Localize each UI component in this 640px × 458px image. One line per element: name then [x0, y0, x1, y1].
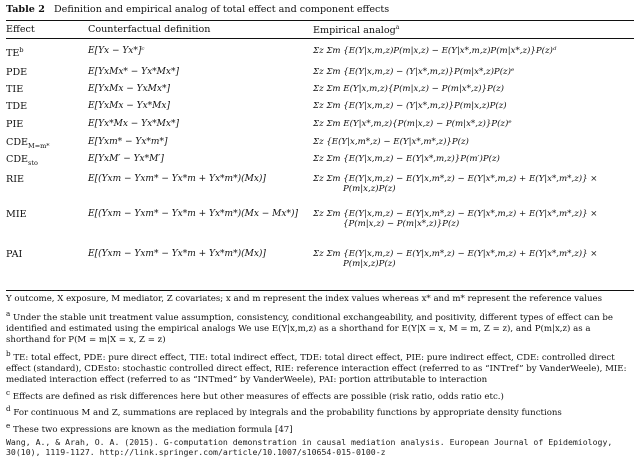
table-row-definition: E[YxMx* − Yx*Mx*]	[88, 67, 179, 77]
effect-label: RIE	[6, 174, 25, 185]
footnote-b-text: TE: total effect, PDE: pure direct effect, TIE: total indirect effect, TDE: total direct effect, PIE: pure indirect effect, CDE: controlled direct effect (standard), CDEsto: stochastic controlled direct effect, RIE: reference interaction effect (referred to as “INTref” by VanderWeele), MIE: mediated interaction effect (referred to as “INTmed” by VanderWeele), PAI: portion attributable to interaction	[6, 352, 627, 385]
analog-line: Σz Σm {E(Y|x,m,z) − (Y|x*,m,z)}P(m|x*,z)P(z)ᵉ	[313, 67, 515, 77]
header-effect: Effect	[6, 24, 35, 35]
table-row-definition: E[(Yxm − Yxm* − Yx*m + Yx*m*)(Mx)]	[88, 249, 266, 259]
table-row-definition: E[Yx*Mx − Yx*Mx*]	[88, 119, 179, 129]
analog-line-2: {P(m|x,z) − P(m|x*,z)}P(z)	[343, 219, 460, 229]
effect-label: PIE	[6, 119, 24, 130]
footnote-e-text: These two expressions are known as the mediation formula [47]	[12, 424, 293, 435]
table-row-analog	[313, 137, 469, 147]
table-row-analog	[313, 119, 512, 129]
effect-label: TIE	[6, 84, 24, 95]
table-number: Table 2	[6, 4, 45, 15]
table-row-effect	[6, 67, 27, 80]
analog-line: Σz Σm {E(Y|x,m,z) − E(Y|x,m*,z) − E(Y|x*,m,z) + E(Y|x*,m*,z)} ×	[313, 249, 598, 259]
table-row-effect	[6, 84, 23, 97]
table-row-effect	[6, 249, 22, 262]
effect-label: PDE	[6, 67, 28, 78]
table-caption	[6, 4, 389, 15]
table-row-definition: E[YxMx − Yx*Mx]	[88, 101, 170, 111]
analog-line: Σz Σm E(Y|x*,m,z){P(m|x,z) − P(m|x*,z)}P(z)ᵉ	[313, 119, 512, 129]
table-row-effect	[6, 101, 27, 114]
citation: Wang, A., & Arah, O. A. (2015). G-computation demonstration in causal mediation analysis. European Journal of Epidemiology, 30(10), 1119-1127. http://link.springer.com/article/10.1007/s10654-015-0100-z	[6, 437, 613, 457]
footnote-a-text: Under the stable unit treatment value assumption, consistency, conditional exchangeability, and positivity, different types of effect can be identified and estimated using the empirical analogs We use E(Y|x,m,z) as a shorthand for E(Y|X = x, M = m, Z = z), and P(m|x,z) as a shorthand for P(M = m|X = x, Z = z)	[6, 312, 614, 345]
table-row-definition: E[Yxm* − Yx*m*]	[88, 137, 168, 147]
table-row-definition: E[(Yxm − Yxm* − Yx*m + Yx*m*)(Mx)]	[88, 174, 266, 184]
table-row-analog	[313, 209, 597, 229]
table-row-analog	[313, 101, 507, 111]
table-row-analog	[313, 67, 514, 77]
table-row-definition: E[(Yxm − Yxm* − Yx*m + Yx*m*)(Mx − Mx*)]	[88, 209, 298, 219]
table-row-analog	[313, 174, 597, 194]
effect-label: MIE	[6, 209, 27, 220]
footnote-e: $^e$ These two expressions are known as the mediation formula [47]	[6, 421, 293, 435]
footnote-a: $^a$ Under the stable unit treatment value assumption, consistency, conditional exchangeability, and positivity, different types of effect can be identified and estimated using the empirical analogs We use E(Y|x,m,z) as a shorthand for E(Y|X = x, M = m, Z = z), and P(m|x,z) as a shorthand for P(M = m|X = x, Z = z)	[6, 309, 614, 345]
top-rule	[6, 20, 634, 21]
table-row-effect	[6, 209, 27, 222]
analog-line: Σz Σm {E(Y|x,m,z) − E(Y|x,m*,z) − E(Y|x*,m,z) + E(Y|x*,m*,z)} ×	[313, 174, 598, 184]
footnote-d: $^d$ For continuous M and Z, summations are replaced by integrals and the probability functions by appropriate density functions	[6, 404, 562, 418]
analog-line-2: P(m|x,z)P(z)	[343, 184, 396, 194]
footnote-intro: Y outcome, X exposure, M mediator, Z covariates; x and m represent the index values whereas x* and m* represent the reference values	[6, 294, 602, 304]
footnote-d-text: For continuous M and Z, summations are replaced by integrals and the probability functions by appropriate density functions	[13, 407, 562, 418]
analog-line: Σz Σm E(Y|x,m,z){P(m|x,z) − P(m|x*,z)}P(z)	[313, 84, 505, 94]
header-counterfactual: Counterfactual definition	[88, 24, 211, 35]
analog-line: Σz Σm {E(Y|x,m,z)P(m|x,z) − E(Y|x*,m,z)P(m|x*,z)}P(z)ᵈ	[313, 46, 557, 56]
effect-label: TDE	[6, 101, 28, 112]
table-row-effect	[6, 46, 24, 59]
table-row-analog	[313, 154, 500, 164]
effect-mark: M=m*	[28, 141, 50, 150]
effect-label: TE	[6, 48, 20, 60]
analog-line: Σz Σm {E(Y|x,m,z) − E(Y|x*,m,z)}P(m′)P(z)	[313, 154, 500, 164]
table-row-effect	[6, 154, 38, 167]
header-empirical-mark: a	[395, 24, 400, 31]
analog-line: Σz Σm {E(Y|x,m,z) − (Y|x*,m,z)}P(m|x,z)P(z)	[313, 101, 507, 111]
table-row-analog	[313, 46, 556, 56]
effect-mark: sto	[28, 158, 38, 167]
footnote-c-text: Effects are defined as risk differences here but other measures of effects are possible (risk ratio, odds ratio etc.)	[12, 391, 504, 402]
header-empirical	[313, 24, 399, 36]
header-empirical-label: Empirical analog	[313, 25, 396, 37]
analog-line: Σz {E(Y|x,m*,z) − E(Y|x*,m*,z)}P(z)	[313, 137, 469, 147]
table-title: Definition and empirical analog of total effect and component effects	[53, 4, 390, 15]
table-row-definition: E[YxM′ − Yx*M′]	[88, 154, 164, 164]
effect-label: CDE	[6, 154, 29, 165]
analog-line-2: P(m|x,z)P(z)	[343, 259, 396, 269]
footnote-b: $^b$ TE: total effect, PDE: pure direct effect, TIE: total indirect effect, TDE: total direct effect, PIE: pure indirect effect, CDE: controlled direct effect (standard), CDEsto: stochastic controlled direct effect, RIE: reference interaction effect (referred to as “INTref” by VanderWeele), MIE: mediated interaction effect (referred to as “INTmed” by VanderWeele), PAI: portion attributable to interaction	[6, 349, 627, 385]
table-row-definition: E[Yx − Yx*]ᶜ	[88, 46, 145, 56]
table-row-definition: E[YxMx − YxMx*]	[88, 84, 170, 94]
table-row-effect	[6, 174, 24, 187]
table-row-effect	[6, 119, 23, 132]
table-row-analog	[313, 249, 597, 269]
effect-label: CDE	[6, 137, 29, 148]
bottom-rule	[6, 290, 634, 291]
effect-label: PAI	[6, 249, 23, 260]
effect-mark: b	[19, 46, 24, 54]
table-row-analog	[313, 84, 504, 94]
analog-line: Σz Σm {E(Y|x,m,z) − E(Y|x,m*,z) − E(Y|x*,m,z) + E(Y|x*,m*,z)} ×	[313, 209, 598, 219]
header-rule	[6, 38, 634, 39]
footnote-c: $^c$ Effects are defined as risk differences here but other measures of effects are possible (risk ratio, odds ratio etc.)	[6, 388, 504, 402]
table-row-effect	[6, 137, 50, 150]
